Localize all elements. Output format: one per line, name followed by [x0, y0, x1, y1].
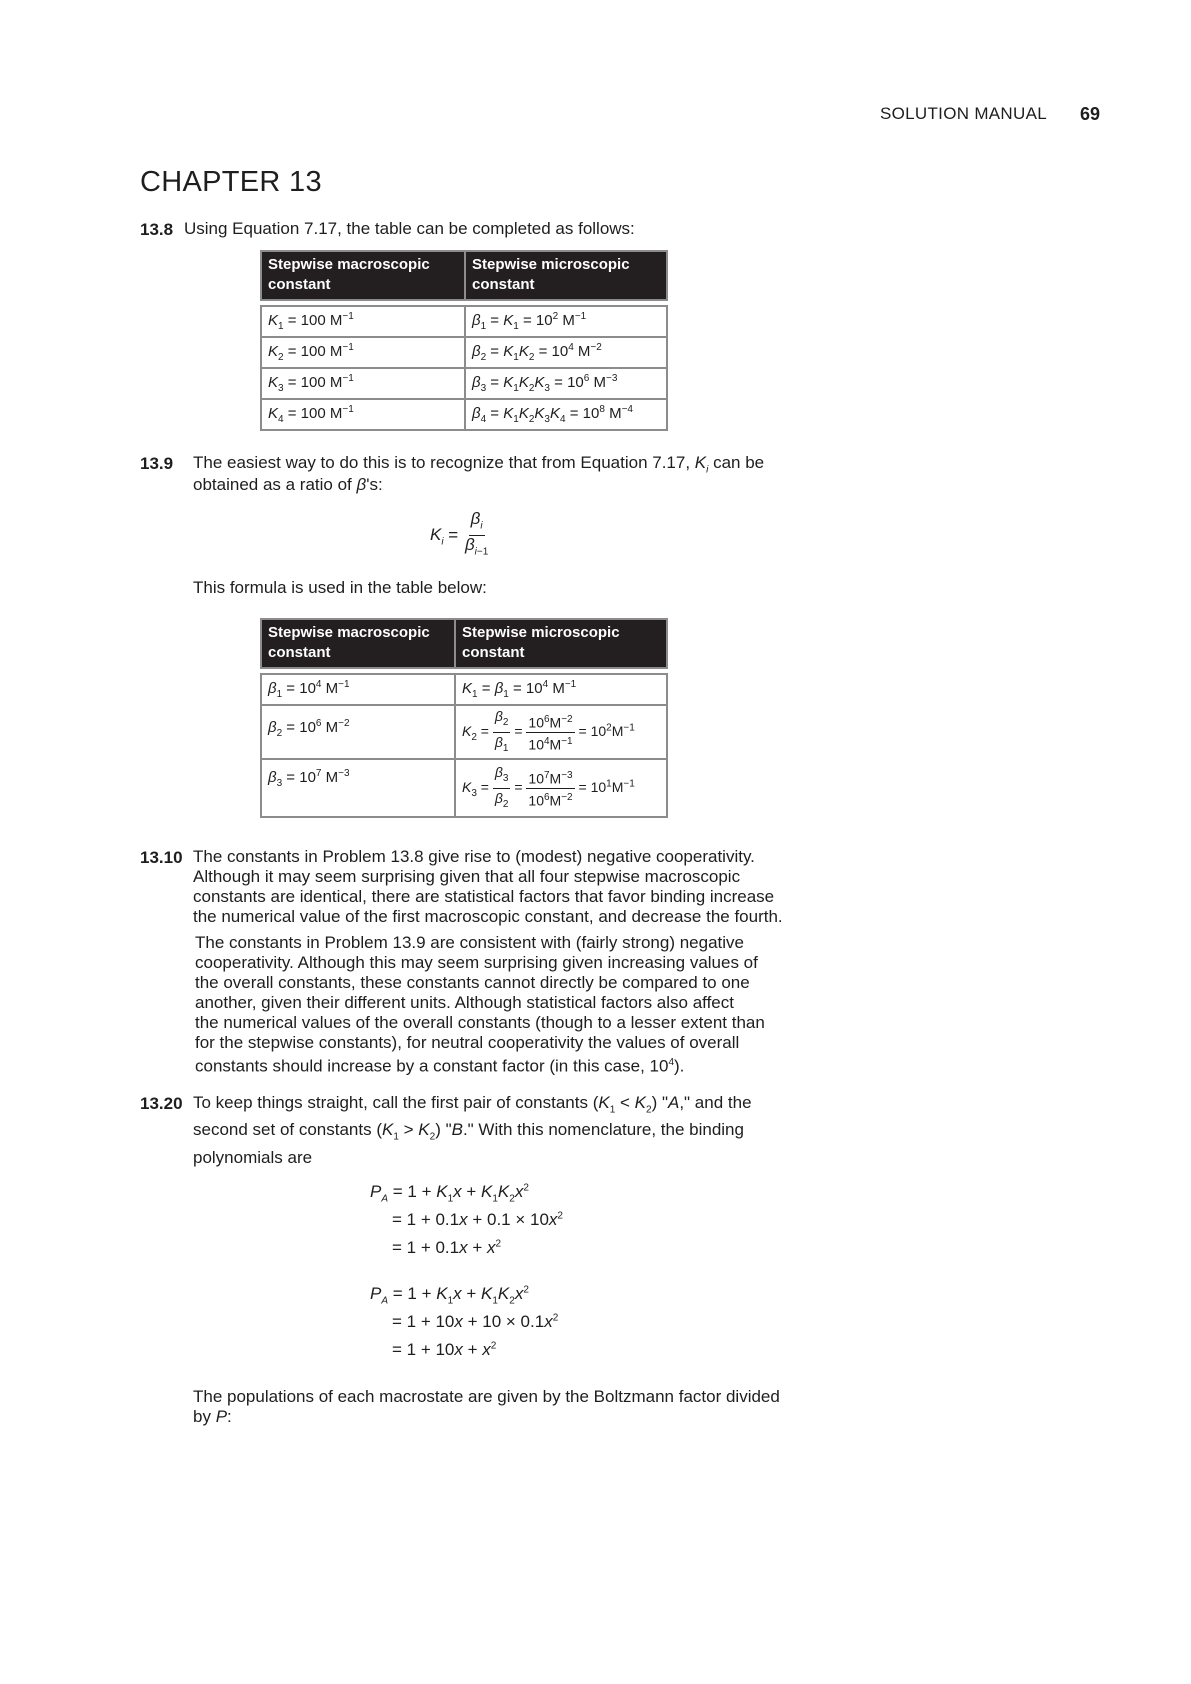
- table-row: [261, 705, 667, 759]
- table-row: [261, 399, 667, 430]
- text-line: by P:: [193, 1407, 232, 1426]
- table-13-9: [260, 618, 668, 818]
- ratio-formula: $K_i$ = $\frac{\beta_i}{\beta_{i-1}}$: [430, 509, 489, 558]
- equation-a-line-1: $P_A = 1 + K_1x + K_1K_2x^2$: [370, 1182, 529, 1205]
- page-number: 69: [1080, 104, 1101, 124]
- table-row: [261, 337, 667, 368]
- table-row: [261, 306, 667, 337]
- text-line: the overall constants, these constants cannot directly be compared to one: [195, 973, 750, 992]
- table-cell: $\beta_3 = 10^7$ $M^{-3}$: [261, 759, 455, 817]
- text-line: another, given their different units. Although statistical factors also affect: [195, 993, 734, 1012]
- table-cell: $K_3$ = $\frac{\beta_3}{\beta_2}$ = $\frac{10^7M^{-3}}{10^6M^{-2}}$ = $10^1M^{-1}$: [455, 759, 667, 817]
- problem-13-9-text: The easiest way to do this is to recognize that from Equation 7.17, $K_i$ can be: [193, 453, 765, 476]
- problem-13-20-text: [193, 1092, 803, 1169]
- text-line: constants are identical, there are statistical factors that favor binding increase: [193, 887, 775, 906]
- table-cell: $K_4 = 100$ $M^{-1}$: [261, 399, 465, 430]
- problem-number-13-20: 13.20: [140, 1094, 183, 1113]
- table-cell: $K_2 = 100$ $M^{-1}$: [261, 337, 465, 368]
- table-13-8: [260, 250, 668, 431]
- table-row: [261, 759, 667, 817]
- problem-13-10-para2: [195, 932, 805, 1078]
- table-header-col1: Stepwise macroscopic constant: [261, 251, 465, 300]
- text-line: for the stepwise constants), for neutral cooperativity the values of overall: [195, 1033, 740, 1052]
- table-cell: $K_1 = 100$ $M^{-1}$: [261, 306, 465, 337]
- table-header-col2: Stepwise microscopic constant: [465, 251, 667, 300]
- text-line: constants should increase by a constant factor (in this case, $10^4$).: [195, 1056, 685, 1076]
- text-line: second set of constants $(K_1 > K_2)$ "B." With this nomenclature, the binding: [193, 1120, 744, 1143]
- text-line: the numerical value of the first macroscopic constant, and decrease the fourth.: [193, 907, 783, 926]
- problem-13-9-text-2: obtained as a ratio of β's:: [193, 475, 383, 494]
- table-cell: $\beta_1 = K_1 = 10^2$ $M^{-1}$: [465, 306, 667, 337]
- text-line: The constants in Problem 13.9 are consistent with (fairly strong) negative: [195, 933, 744, 952]
- table-cell: $\beta_3 = K_1K_2K_3 = 10^6$ $M^{-3}$: [465, 368, 667, 399]
- equation-b-line-3: = $1 + 10x + x^2$: [392, 1340, 497, 1359]
- problem-number-13-9: 13.9: [140, 454, 174, 473]
- text-line: polynomials are: [193, 1147, 313, 1167]
- table-header-col1: Stepwise macroscopic constant: [261, 619, 455, 668]
- problem-number-13-8: 13.8: [140, 220, 174, 239]
- table-header-col2: Stepwise microscopic constant: [455, 619, 667, 668]
- equation-b-line-2: = $1 + 10x + 10 \times 0.1x^2$: [392, 1312, 559, 1331]
- text-line: The constants in Problem 13.8 give rise to (modest) negative cooperativity.: [193, 847, 755, 866]
- text-line: Although it may seem surprising given that all four stepwise macroscopic: [193, 867, 741, 886]
- table-cell: $K_3 = 100$ $M^{-1}$: [261, 368, 465, 399]
- closing-text: [193, 1386, 813, 1428]
- equation-a-line-3: = $1 + 0.1x + x^2$: [392, 1238, 502, 1257]
- text-line: cooperativity. Although this may seem surprising given increasing values of: [195, 953, 758, 972]
- problem-number-13-10: 13.10: [140, 848, 183, 867]
- table-cell: $\beta_4 = K_1K_2K_3K_4 = 10^8$ $M^{-4}$: [465, 399, 667, 430]
- problem-13-9-after: This formula is used in the table below:: [193, 578, 487, 597]
- text-line: The populations of each macrostate are given by the Boltzmann factor divided: [193, 1387, 780, 1406]
- chapter-title: CHAPTER 13: [140, 166, 322, 198]
- running-title: SOLUTION MANUAL: [880, 104, 1047, 123]
- problem-13-10-para1: [193, 846, 803, 928]
- table-cell: $K_2$ = $\frac{\beta_2}{\beta_1}$ = $\frac{10^6M^{-2}}{10^4M^{-1}}$ = $10^2M^{-1}$: [455, 705, 667, 759]
- table-cell: $\beta_2 = K_1K_2 = 10^4$ $M^{-2}$: [465, 337, 667, 368]
- text-line: To keep things straight, call the first pair of constants $(K_1 < K_2)$ "A," and the: [193, 1093, 752, 1116]
- equation-a-line-2: = $1 + 0.1x + 0.1 \times 10x^2$: [392, 1210, 563, 1229]
- equation-b-line-1: $P_A = 1 + K_1x + K_1K_2x^2$: [370, 1284, 529, 1307]
- table-cell: $\beta_1 = 10^4$ $M^{-1}$: [261, 674, 455, 705]
- table-row: [261, 368, 667, 399]
- problem-13-8-text: Using Equation 7.17, the table can be completed as follows:: [184, 219, 635, 238]
- table-cell: $K_1 = \beta_1 = 10^4$ $M^{-1}$: [455, 674, 667, 705]
- table-row: [261, 674, 667, 705]
- text-line: the numerical values of the overall constants (though to a lesser extent than: [195, 1013, 765, 1032]
- table-cell: $\beta_2 = 10^6$ $M^{-2}$: [261, 705, 455, 759]
